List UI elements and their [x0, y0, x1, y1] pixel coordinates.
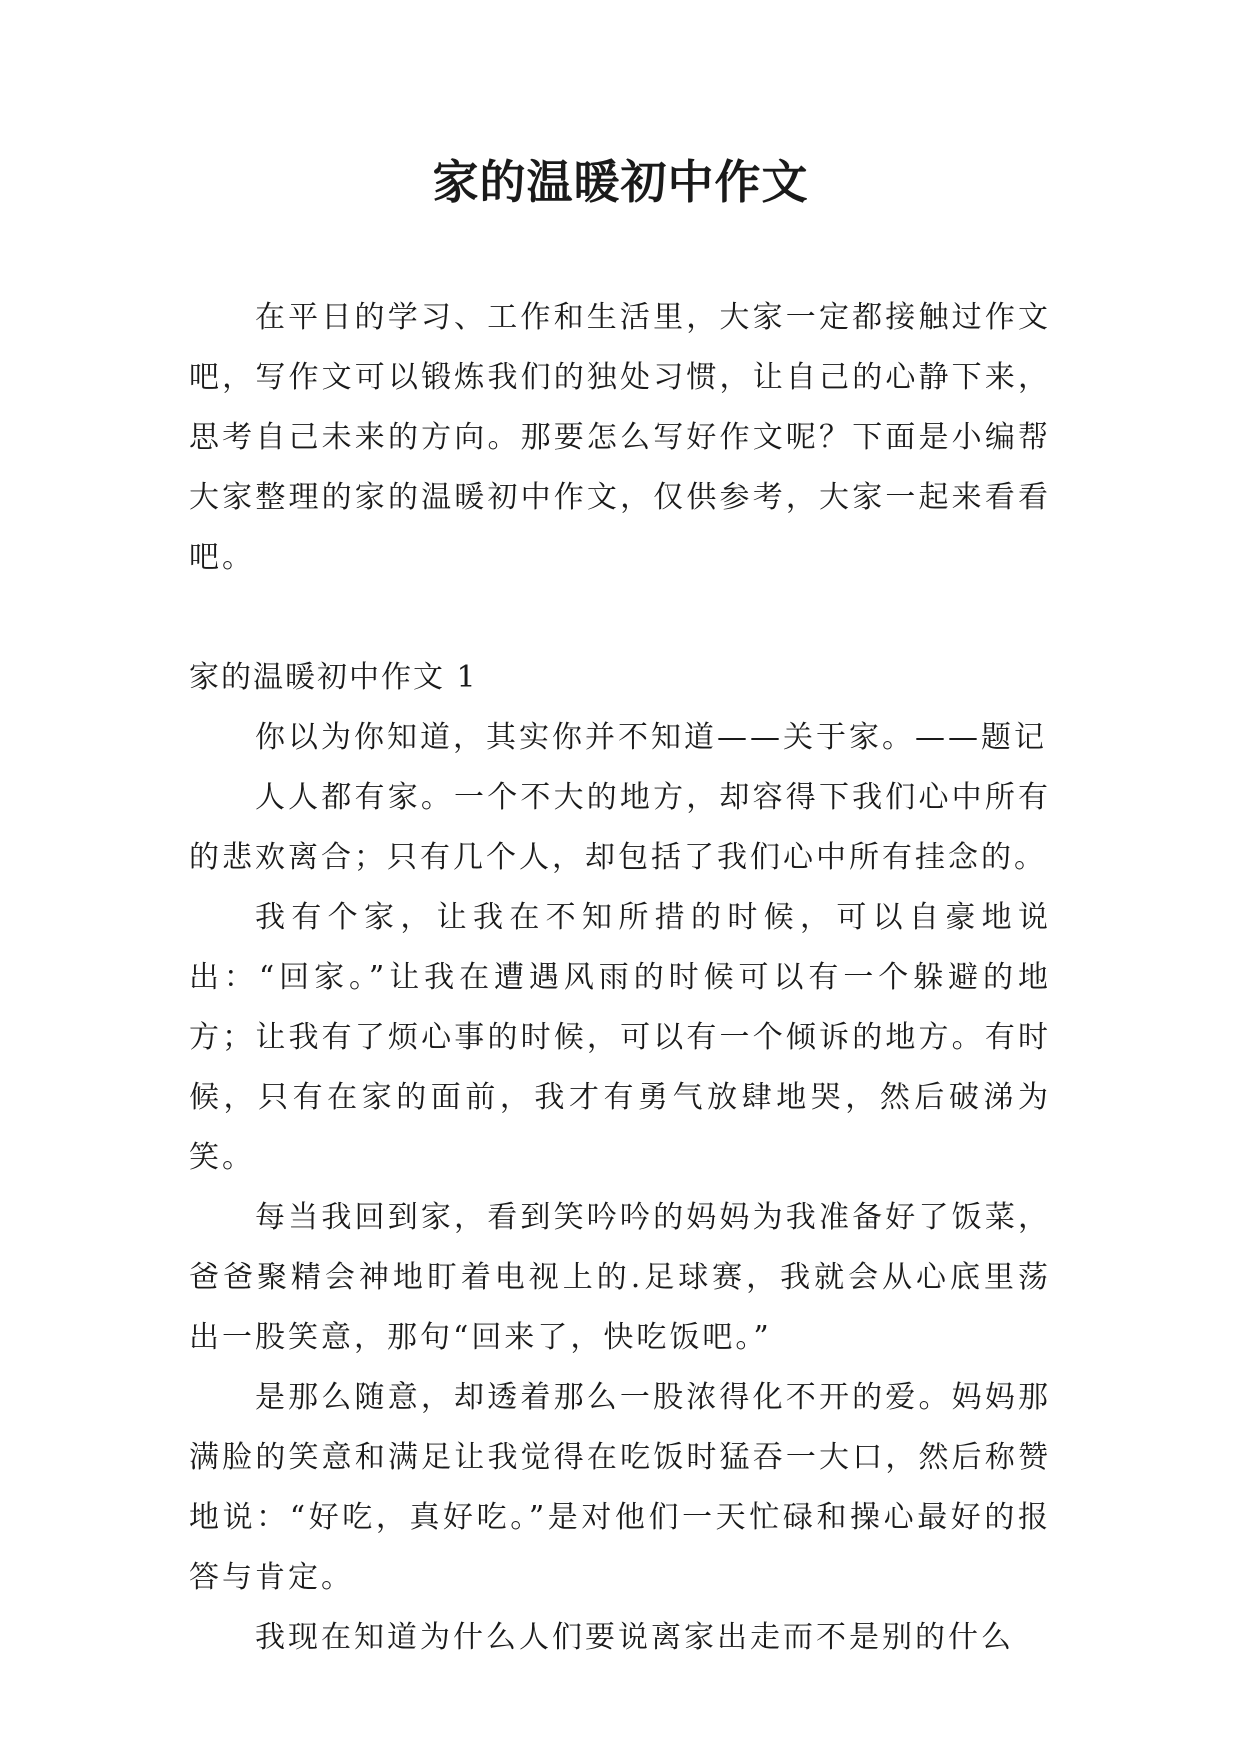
paragraph-3: 我有个家，让我在不知所措的时候，可以自豪地说出：“回家。”让我在遭遇风雨的时候可以有一个躲避的地方；让我有了烦心事的时候，可以有一个倾诉的地方。有时候，只有在家的面前，我才有勇气放肆地哭，然后破涕为笑。 — [189, 900, 1051, 1175]
document-body — [189, 288, 1051, 1668]
section-heading: 家的温暖初中作文 1 — [189, 660, 478, 695]
document-title: 家的温暖初中作文 — [432, 155, 809, 209]
paragraph-2: 人人都有家。一个不大的地方，却容得下我们心中所有的悲欢离合；只有几个人，却包括了我们心中所有挂念的。 — [189, 780, 1051, 875]
paragraph-6: 我现在知道为什么人们要说离家出走而不是别的什么 — [255, 1620, 1014, 1655]
paragraph-1: 你以为你知道，其实你并不知道——关于家。——题记 — [255, 720, 1047, 755]
intro-paragraph: 在平日的学习、工作和生活里，大家一定都接触过作文吧，写作文可以锻炼我们的独处习惯，让自己的心静下来，思考自己未来的方向。那要怎么写好作文呢？下面是小编帮大家整理的家的温暖初中作文，仅供参考，大家一起来看看吧。 — [189, 300, 1051, 575]
paragraph-4: 每当我回到家，看到笑吟吟的妈妈为我准备好了饭菜，爸爸聚精会神地盯着电视上的.足球赛，我就会从心底里荡出一股笑意，那句“回来了，快吃饭吧。” — [189, 1200, 1051, 1355]
paragraph-5: 是那么随意，却透着那么一股浓得化不开的爱。妈妈那满脸的笑意和满足让我觉得在吃饭时猛吞一大口，然后称赞地说：“好吃，真好吃。”是对他们一天忙碌和操心最好的报答与肯定。 — [189, 1380, 1051, 1595]
